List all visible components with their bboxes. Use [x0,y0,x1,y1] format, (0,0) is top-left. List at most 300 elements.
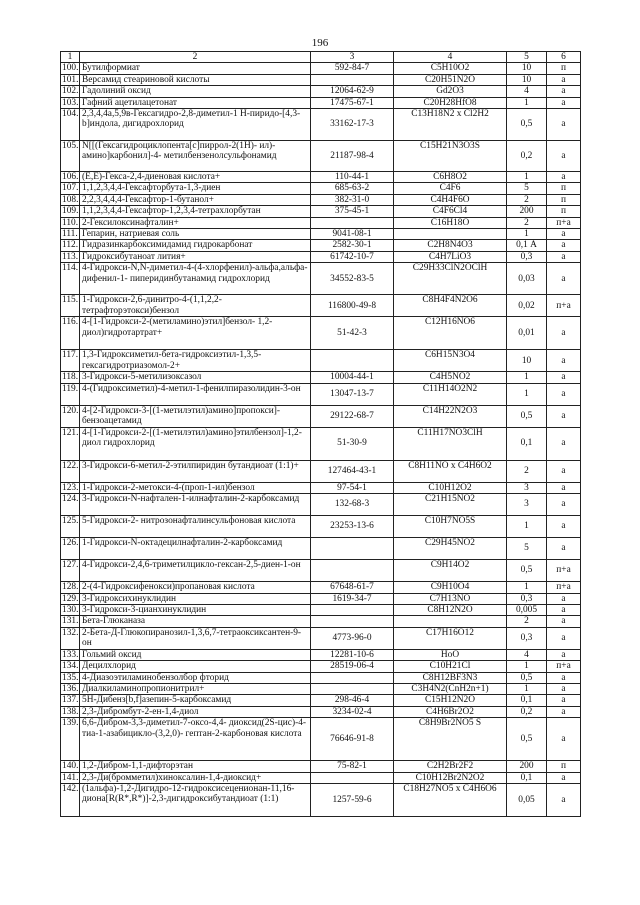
hazard-class: а [547,141,581,172]
row-number: 116. [61,317,80,350]
cas-number [311,616,394,627]
cas-number [311,772,394,783]
page-number: 196 [311,37,329,49]
limit-value: 0,5 [507,718,547,761]
formula: C4H6Br2O2 [394,706,507,717]
cas-number: 23253-13-6 [311,516,394,538]
table-row [61,63,581,74]
substance-name: 2,3-Ди(бромметил)хиноксалин-1,4-диоксид+ [80,772,311,783]
cas-number [311,350,394,372]
hazard-class: а [547,772,581,783]
table-row [61,405,581,427]
cas-number: 17475-67-1 [311,97,394,108]
formula [394,616,507,627]
row-number: 114. [61,263,80,295]
substance-name: 5Н-Дибенз[b,f]азепин-5-карбоксамид [80,695,311,706]
row-number: 120. [61,405,80,427]
table-row [61,383,581,405]
substance-name: 4-[2-Гидрокси-3-[(1-метилэтил)амино]пропокси]-бензоацетамид [80,405,311,427]
cas-number: 12064-62-9 [311,86,394,97]
table-row [61,538,581,560]
row-number: 108. [62,194,79,205]
limit-value: 0,05 [507,783,547,816]
row-number: 102. [62,86,79,97]
hazard-class: п+а [547,560,581,582]
row-number: 127. [61,560,80,582]
cas-number: 298-46-4 [311,695,394,706]
header-cell: 6 [547,52,581,63]
limit-value: 0,5 [507,109,547,141]
substance-name: Диалкиламинопропионитрил+ [80,683,311,694]
hazard-class: а [547,74,581,85]
formula: C15H12N2O [394,695,507,706]
hazard-class: а [547,97,581,108]
formula: C14H22N2O3 [394,405,507,427]
formula: C10H7NO5S [394,516,507,538]
table-row [61,560,581,582]
row-number: 136. [62,683,79,694]
formula: C8H4F4N2O6 [394,295,507,317]
header-row [61,52,581,63]
formula: C8H12BF3N3 [394,672,507,683]
limit-value: 3 [507,494,547,516]
substances-table [60,51,581,817]
row-number: 141. [62,772,79,783]
table-row [61,627,581,649]
limit-value: 0,2 [507,706,547,717]
cas-number: 33162-17-3 [311,109,394,141]
cas-number [311,74,394,85]
substance-name: 4-Диазоэтиламинобензолбор фторид [80,672,311,683]
limit-value: 0,1 [507,427,547,460]
table-row [61,141,581,172]
hazard-class: а [547,383,581,405]
header-cell: 2 [80,52,311,63]
table-row [61,194,581,205]
formula: C2H2Br2F2 [394,761,507,772]
table-row [61,772,581,783]
hazard-class: а [547,672,581,683]
substance-name: 1-Гидрокси-2,6-динитро-4-(1,1,2,2-тетрафторэтокси)бензол [80,295,311,317]
hazard-class: а [547,718,581,761]
substance-name: N[[(Гексагидроциклопента[c]пиррол-2(1Н)- ил)-амино]карбонил]-4- метилбензенолсульфонамид [80,141,311,172]
formula: C15H21N3O3S [394,141,507,172]
substance-name: Гепарин, натриевая соль [80,229,311,240]
formula: C6H15N3O4 [394,350,507,372]
hazard-class: а [547,616,581,627]
hazard-class: п [547,183,581,194]
row-number: 110. [62,217,79,228]
formula: C4H5NO2 [394,372,507,383]
cas-number: 97-54-1 [311,482,394,493]
cas-number: 76646-91-8 [311,718,394,761]
formula: C10H21Cl [394,661,507,672]
row-number: 119. [61,383,80,405]
cas-number [311,683,394,694]
row-number: 106. [62,172,79,183]
table-row [61,482,581,493]
formula: C8H12N2O [394,604,507,615]
formula: C16H18O [394,217,507,228]
row-number: 103. [62,97,79,108]
cas-number [311,604,394,615]
table-row [61,97,581,108]
formula: C5H10O2 [394,63,507,74]
hazard-class: а [547,593,581,604]
row-number: 138. [62,706,79,717]
cas-number: 3234-02-4 [311,706,394,717]
substance-name: Гидроксибутаноат лития+ [80,251,311,262]
row-number: 139. [61,718,80,761]
table-row [61,229,581,240]
hazard-class: п+а [547,217,581,228]
table-row [61,616,581,627]
table-row [61,783,581,816]
table-row [61,649,581,660]
limit-value: 5 [507,538,547,560]
substance-name: 2-Гексилоксинафталин+ [80,217,311,228]
limit-value: 0,1 [507,695,547,706]
limit-value: 1 [507,372,547,383]
row-number: 131. [62,616,79,627]
formula: C12H16NO6 [394,317,507,350]
limit-value: 1 [507,97,547,108]
table-row [61,582,581,593]
table-row [61,427,581,460]
table-row [61,350,581,372]
hazard-class: а [547,372,581,383]
hazard-class: а [547,482,581,493]
substance-name: 3-Гидрокси-N-нафтален-1-илнафталин-2-карбоксамид [80,494,311,516]
table-row [61,718,581,761]
hazard-class: а [547,649,581,660]
header-cell: 3 [311,52,394,63]
formula: C2H8N4O3 [394,240,507,251]
substance-name: 3-Гидрокси-6-метил-2-этилпиридин бутандиоат (1:1)+ [80,460,311,482]
formula: C6H8O2 [394,172,507,183]
hazard-class: а [547,405,581,427]
row-number: 140. [62,761,79,772]
row-number: 115. [61,295,80,317]
substance-name: 1,1,2,3,4,4-Гексафторбута-1,3-диен [80,183,311,194]
formula: C4H4F6O [394,194,507,205]
substance-name: 4-(Гидроксиметил)-4-метил-1-фенилпиразолидин-3-он [80,383,311,405]
cas-number: 61742-10-7 [311,251,394,262]
substance-name: (Е,Е)-Гекса-2,4-диеновая кислота+ [80,172,311,183]
table-row [61,86,581,97]
row-number: 124. [61,494,80,516]
substance-name: 1,1,2,3,4,4-Гексафтор-1,2,3,4-тетрахлорбутан [80,206,311,217]
formula: C4F6Cl4 [394,206,507,217]
row-number: 109. [62,206,79,217]
cas-number: 51-42-3 [311,317,394,350]
table-row [61,206,581,217]
formula: HoO [394,649,507,660]
row-number: 122. [61,460,80,482]
table-row [61,263,581,295]
formula: C29H45NO2 [394,538,507,560]
substance-name: 2,3,4,4а,5,9в-Гексагидро-2,8-диметил-1 Н-пиридо-[4,3-b]индола, дигидрохлорид [80,109,311,141]
substance-name: 2,3-Дибромбут-2-ен-1,4-диол [80,706,311,717]
substance-name: 4-Гидрокси-N,N-диметил-4-(4-хлорфенил)-альфа,альфа-дифенил-1- пиперидинбутанамид гидрохлорид [80,263,311,295]
formula: C13H18N2 x Cl2H2 [394,109,507,141]
hazard-class: а [547,783,581,816]
cas-number [311,672,394,683]
formula: C9H14O2 [394,560,507,582]
hazard-class: а [547,240,581,251]
hazard-class: а [547,427,581,460]
substance-name: Версамид стеариновой кислоты [80,74,311,85]
cas-number: 382-31-0 [311,194,394,205]
limit-value: 1 [507,383,547,405]
row-number: 123. [62,482,79,493]
row-number: 121. [61,427,80,460]
limit-value: 0,3 [507,627,547,649]
hazard-class: а [547,109,581,141]
substance-name: 3-Гидрокси-3-цианхинуклидин [80,604,311,615]
substance-name: 2-(4-Гидроксифенокси)пропановая кислота [80,582,311,593]
table-row [61,516,581,538]
row-number: 126. [61,538,80,560]
row-number: 125. [61,516,80,538]
cas-number: 9041-08-1 [311,229,394,240]
cas-number: 110-44-1 [311,172,394,183]
limit-value: 5 [507,183,547,194]
limit-value: 2 [507,194,547,205]
header-cell: 4 [394,52,507,63]
hazard-class: а [547,627,581,649]
substance-name: Гидразинкарбоксимидамид гидрокарбонат [80,240,311,251]
table-row [61,604,581,615]
hazard-class: а [547,317,581,350]
table-row [61,695,581,706]
table-row [61,593,581,604]
hazard-class: а [547,251,581,262]
row-number: 133. [62,649,79,660]
hazard-class: а [547,706,581,717]
limit-value: 1 [507,683,547,694]
hazard-class: а [547,460,581,482]
limit-value: 0,01 [507,317,547,350]
hazard-class: п [547,194,581,205]
formula [394,229,507,240]
cas-number: 116800-49-8 [311,295,394,317]
row-number: 112. [62,240,79,251]
hazard-class: п [547,63,581,74]
limit-value: 4 [507,86,547,97]
hazard-class: п+а [547,661,581,672]
cas-number: 67648-61-7 [311,582,394,593]
substance-name: (1альфа)-1,2-Дигидро-12-гидроксисеценионан-11,16-диона[R(R*,R*)]-2,3-дигидроксибутандиоат (1:1) [80,783,311,816]
cas-number: 28519-06-4 [311,661,394,672]
limit-value: 1 [507,229,547,240]
hazard-class: п [547,761,581,772]
substance-name: 5-Гидрокси-2- нитрозонафталинсульфоновая кислота [80,516,311,538]
hazard-class: п [547,206,581,217]
hazard-class: п+а [547,582,581,593]
limit-value: 0,1 [507,772,547,783]
substance-name: 4-[1-Гидрокси-2-(метиламино)этил]бензол- 1,2-диол)гидротартрат+ [80,317,311,350]
limit-value: 0,5 [507,560,547,582]
cas-number: 51-30-9 [311,427,394,460]
table-row [61,460,581,482]
substance-name: Гольмий оксид [80,649,311,660]
cas-number: 13047-13-7 [311,383,394,405]
table-row [61,683,581,694]
row-number: 118. [62,372,79,383]
row-number: 105. [61,141,80,172]
table-row [61,295,581,317]
cas-number: 127464-43-1 [311,460,394,482]
limit-value: 1 [507,516,547,538]
cas-number: 132-68-3 [311,494,394,516]
table-row [61,217,581,228]
cas-number: 1257-59-6 [311,783,394,816]
substance-name: Гафний ацетилацетонат [80,97,311,108]
cas-number: 2582-30-1 [311,240,394,251]
cas-number: 4773-96-0 [311,627,394,649]
limit-value: 0,02 [507,295,547,317]
hazard-class: а [547,683,581,694]
table-row [61,672,581,683]
hazard-class: п+а [547,295,581,317]
cas-number: 75-82-1 [311,761,394,772]
formula: C9H10O4 [394,582,507,593]
formula: C11H14O2N2 [394,383,507,405]
substance-name: Гадолиний оксид [80,86,311,97]
formula: Gd2O3 [394,86,507,97]
formula: C18H27NO5 x C4H6O6 [394,783,507,816]
cas-number: 1619-34-7 [311,593,394,604]
row-number: 100. [62,63,79,74]
limit-value: 0,3 [507,251,547,262]
formula: C8H9Br2NO5 S [394,718,507,761]
cas-number: 34552-83-5 [311,263,394,295]
cas-number: 685-63-2 [311,183,394,194]
limit-value: 1 [507,582,547,593]
substance-name: Бета-Глюканаза [80,616,311,627]
limit-value: 4 [507,649,547,660]
hazard-class: а [547,695,581,706]
cas-number: 10004-44-1 [311,372,394,383]
cas-number: 12281-10-6 [311,649,394,660]
table-row [61,661,581,672]
limit-value: 1 [507,661,547,672]
cas-number [311,217,394,228]
row-number: 113. [62,251,79,262]
substance-name: Децилхлорид [80,661,311,672]
row-number: 142. [61,783,80,816]
substance-name: 4-Гидрокси-2,4,6-триметилцикло-гексан-2,5-диен-1-он [80,560,311,582]
hazard-class: а [547,229,581,240]
substance-name: 1-Гидрокси-2-метокси-4-(проп-1-ил)бензол [80,482,311,493]
hazard-class: а [547,172,581,183]
hazard-class: а [547,86,581,97]
substance-name: 1,3-Гидроксиметил-бета-гидроксиэтил-1,3,5-гексагидротриазомол-2+ [80,350,311,372]
limit-value: 200 [507,206,547,217]
formula: C11H17NO3ClH [394,427,507,460]
formula: C20H51N2O [394,74,507,85]
table-row [61,317,581,350]
cas-number: 592-84-7 [311,63,394,74]
limit-value: 2 [507,616,547,627]
formula: C29H33ClN2OClH [394,263,507,295]
row-number: 130. [62,604,79,615]
hazard-class: а [547,350,581,372]
formula: C3H4N2(CnH2n+1) [394,683,507,694]
substance-name: 3-Гидрокси-5-метилизоксазол [80,372,311,383]
substance-name: 3-Гидроксихинуклидин [80,593,311,604]
substance-name: 1-Гидрокси-N-октадецилнафталин-2-карбоксамид [80,538,311,560]
table-row [61,240,581,251]
limit-value: 2 [507,217,547,228]
cas-number: 21187-98-4 [311,141,394,172]
row-number: 101. [62,74,79,85]
cas-number: 375-45-1 [311,206,394,217]
cas-number [311,538,394,560]
table-row [61,74,581,85]
formula: C8H11NO x C4H6O2 [394,460,507,482]
row-number: 104. [61,109,80,141]
formula: C4F6 [394,183,507,194]
hazard-class: а [547,516,581,538]
formula: C7H13NO [394,593,507,604]
limit-value: 2 [507,460,547,482]
formula: C10H12Br2N2O2 [394,772,507,783]
table-row [61,109,581,141]
table-row [61,251,581,262]
cas-number: 29122-68-7 [311,405,394,427]
limit-value: 0,5 [507,672,547,683]
header-cell: 5 [507,52,547,63]
substance-name: 6,6-Дибром-3,3-диметил-7-оксо-4,4- диоксид(2S-цис)-4-тиа-1-азабицикло-(3,2,0)- гептан-2-карбоновая кислота [80,718,311,761]
formula: C21H15NO2 [394,494,507,516]
row-number: 129. [62,593,79,604]
limit-value: 0,03 [507,263,547,295]
substance-name: 4-[1-Гидрокси-2-[(1-метилэтил)амино]этилбензол]-1,2-диол гидрохлорид [80,427,311,460]
row-number: 111. [62,229,78,240]
table-row [61,172,581,183]
limit-value: 200 [507,761,547,772]
row-number: 132. [61,627,80,649]
substance-name: 2-Бета-Д-Глюкопиранозил-1,3,6,7-тетраоксиксантен-9-он [80,627,311,649]
hazard-class: а [547,494,581,516]
limit-value: 1 [507,172,547,183]
row-number: 134. [62,661,79,672]
limit-value: 10 [507,74,547,85]
formula: C17H16O12 [394,627,507,649]
substance-name: 2,2,3,4,4,4-Гексафтор-1-бутанол+ [80,194,311,205]
header-cell: 1 [61,52,80,63]
hazard-class: а [547,604,581,615]
row-number: 117. [61,350,80,372]
table-row [61,706,581,717]
table-row [61,183,581,194]
limit-value: 0,005 [507,604,547,615]
table-row [61,372,581,383]
row-number: 137. [62,695,79,706]
row-number: 128. [62,582,79,593]
row-number: 107. [62,183,79,194]
substance-name: 1,2-Дибром-1,1-дифторэтан [80,761,311,772]
limit-value: 0,1 А [507,240,547,251]
row-number: 135. [62,672,79,683]
hazard-class: а [547,263,581,295]
formula: C20H28HfO8 [394,97,507,108]
limit-value: 0,3 [507,593,547,604]
substance-name: Бутилформиат [80,63,311,74]
formula: C10H12O2 [394,482,507,493]
